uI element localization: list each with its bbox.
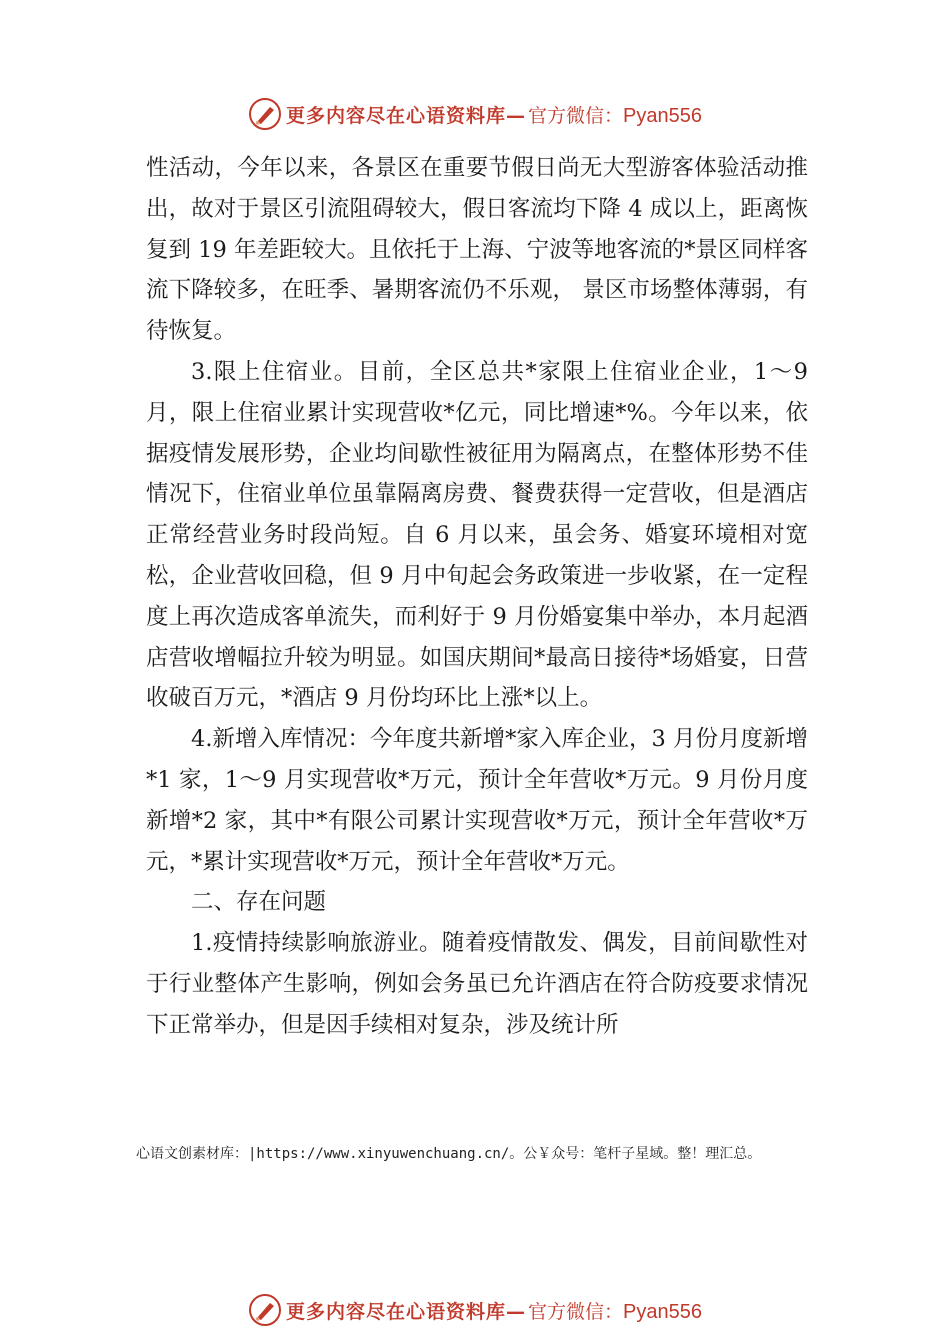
section-heading-problems: 二、存在问题	[191, 889, 327, 916]
paragraph-accommodation: 3.限上住宿业。目前，全区总共*家限上住宿业企业，1～9 月，限上住宿业累计实现营收*亿元，同比增速*%。今年以来，依据疫情发展形势，企业均间歇性被征用为隔离点，在整体形势不佳情况下，住宿业单位虽靠隔离房费、餐费获得一定营收，但是酒店正常经营业务时段尚短。自 6 月以来，虽会务、婚宴环境相对宽松，企业营收回稳，但 9 月中旬起会务政策进一步收紧，在一定程度上再次造成客单流失，而利好于 9 月份婚宴集中举办，本月起酒店营收增幅拉升较为明显。如国庆期间*最高日接待*场婚宴，日营收破百万元，*酒店 9 月份均环比上涨*以上。	[146, 358, 808, 712]
banner-contact	[528, 1297, 702, 1324]
header-banner	[0, 94, 950, 134]
contact-id: Pyan556	[623, 1300, 702, 1323]
contact-id: Pyan556	[623, 104, 702, 127]
paragraph-tourism-continued: 性活动，今年以来，各景区在重要节假日尚无大型游客体验活动推出，故对于景区引流阻碍较大，假日客流均下降 4 成以上，距离恢复到 19 年差距较大。且依托于上海、宁波等地客流的*景区同样客流下降较多，在旺季、暑期客流仍不乐观， 景区市场整体薄弱，有待恢复。	[146, 155, 808, 345]
brush-logo-icon	[248, 1293, 282, 1327]
footer-note: 心语文创素材库：|https://www.xinyuwenchuang.cn/。公￥众号：笔杆子星域。整！理汇总。	[136, 1146, 762, 1162]
brush-logo-icon	[248, 97, 282, 131]
paragraph-epidemic-impact: 1.疫情持续影响旅游业。随着疫情散发、偶发，目前间歇性对于行业整体产生影响，例如会务虽已允许酒店在符合防疫要求情况下正常举办，但是因手续相对复杂，涉及统计所	[146, 930, 808, 1038]
document-body	[146, 148, 808, 1046]
footer-banner	[0, 1290, 950, 1330]
paragraph-new-entries: 4.新增入库情况：今年度共新增*家入库企业，3 月份月度新增*1 家，1～9 月实现营收*万元，预计全年营收*万元。9 月份月度新增*2 家，其中*有限公司累计实现营收*万元，预计全年营收*万元，*累计实现营收*万元，预计全年营收*万元。	[146, 726, 808, 875]
banner-text: 更多内容尽在心语资料库—	[286, 104, 527, 127]
banner-contact	[528, 101, 702, 128]
contact-label: 官方微信：	[528, 1300, 624, 1323]
contact-label: 官方微信：	[528, 104, 624, 127]
banner-text: 更多内容尽在心语资料库—	[286, 1300, 527, 1323]
